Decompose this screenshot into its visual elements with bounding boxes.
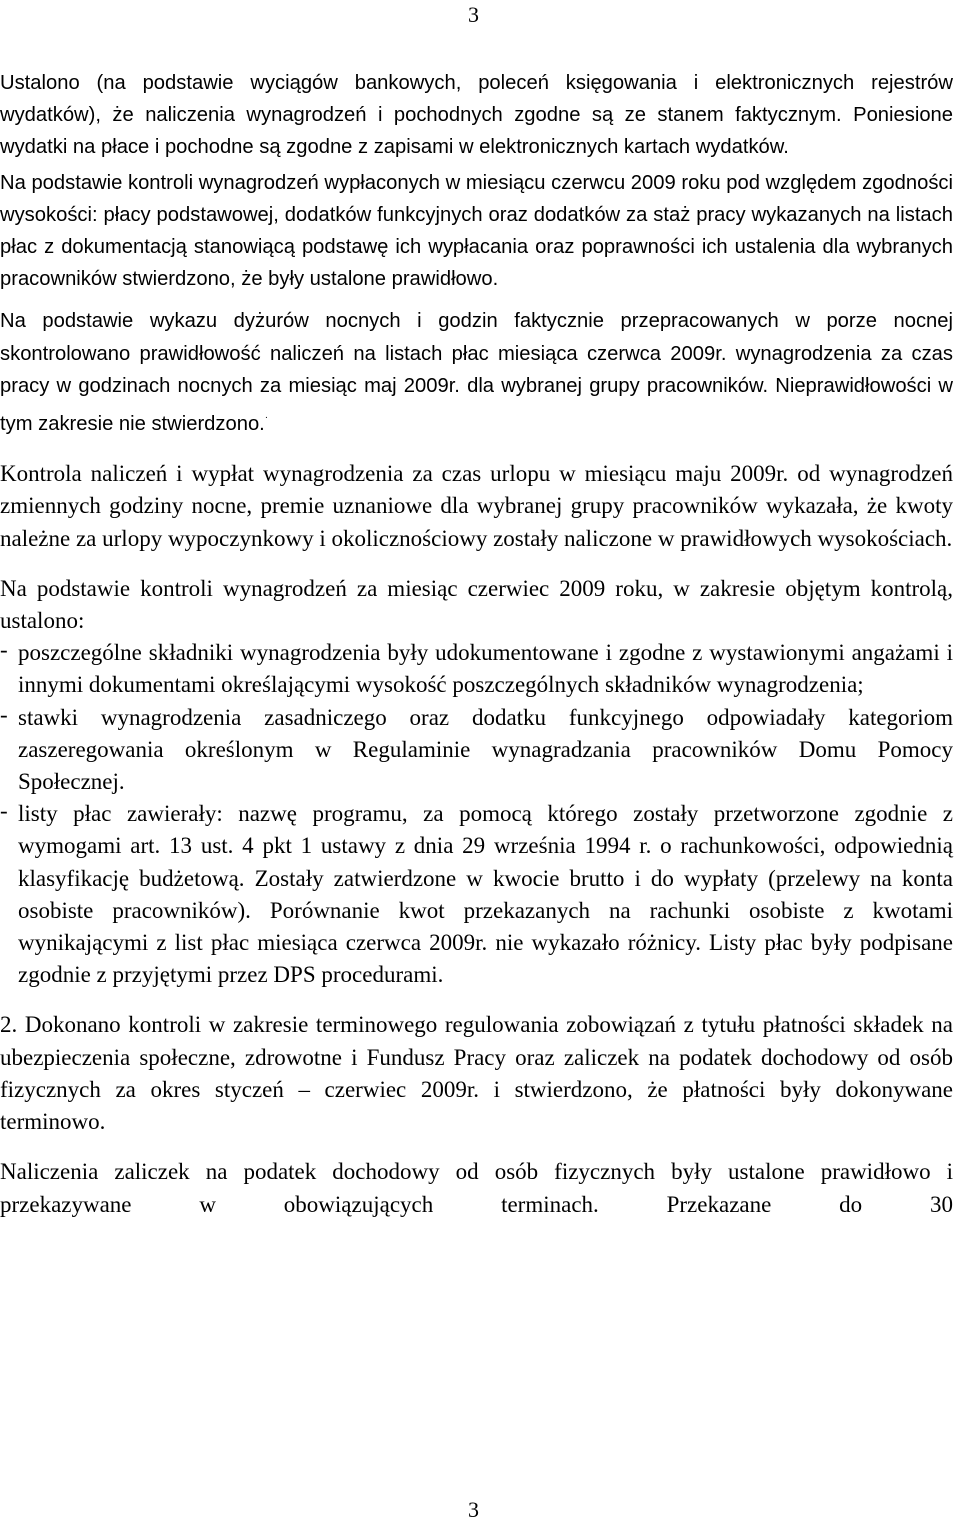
list-bullet: - xyxy=(0,637,8,663)
list-item-text: stawki wynagrodzenia zasadniczego oraz dodatku funkcyjnego odpowiadały kategoriom zaszeregowania określonym w Regulaminie wynagradzania pracowników Domu Pomocy Społecznej. xyxy=(18,704,953,795)
list-item-text: poszczególne składniki wynagrodzenia były udokumentowane i zgodne z wystawionymi angażami i innymi dokumentami określającymi wysokość poszczególnych składników wynagrodzenia; xyxy=(18,640,953,698)
document-body xyxy=(0,67,953,1221)
list-bullet: - xyxy=(0,798,8,824)
footnote-mark: · xyxy=(264,412,269,424)
paragraph-night-shifts xyxy=(0,305,953,440)
paragraph-bank-statements: Ustalono (na podstawie wyciągów bankowych, poleceń księgowania i elektronicznych rejestrów wydatków), że naliczenia wynagrodzeń i pochodnych zgodne są ze stanem faktycznym. Poniesione wydatki na płace i pochodne są zgodne z zapisami w elektronicznych kartach wydatków. xyxy=(0,72,953,159)
page-number-bottom: 3 xyxy=(468,1497,479,1522)
page-number-top: 3 xyxy=(468,2,479,27)
list-item xyxy=(0,702,953,799)
paragraph-tax-advances: Naliczenia zaliczek na podatek dochodowy od osób fizycznych były ustalone prawidłowo i przekazywane w obowiązujących terminach. Przekazane do 30 xyxy=(0,1159,953,1217)
paragraph-june-salaries: Na podstawie kontroli wynagrodzeń wypłaconych w miesiącu czerwcu 2009 roku pod względem zgodności wysokości: płacy podstawowej, dodatków funkcyjnych oraz dodatków za staż pracy wykazanych na listach płac z dokumentacją stanowiącą podstawę ich wypłacania oraz poprawności ich ustalenia dla wybranych pracowników stwierdzono, że były ustalone prawidłowo. xyxy=(0,171,953,291)
paragraph-night-shifts-text: Na podstawie wykazu dyżurów nocnych i godzin faktycznie przepracowanych w porze nocnej skontrolowano prawidłowość naliczeń na listach płac miesiąca czerwca 2009r. wynagrodzenia za czas pracy w godzinach nocnych za miesiąc maj 2009r. dla wybranej grupy pracowników. Nieprawidłowości w tym zakresie nie stwierdzono. xyxy=(0,310,953,436)
list-item xyxy=(0,798,953,991)
list-bullet: - xyxy=(0,701,8,727)
list-item xyxy=(0,637,953,701)
list-item-text: listy płac zawierały: nazwę programu, za pomocą którego zostały przetworzone zgodnie z wymogami art. 13 ust. 4 pkt 1 ustawy z dnia 29 września 1994 r. o rachunkowości, odpowiednią klasyfikację budżetową. Zostały zatwierdzone w kwocie brutto i do wypłaty (przelewy na konta osobiste pracowników). Porównanie kwot przekazanych na rachunki osobiste z kwotami wynikającymi z list płac miesiąca czerwca 2009r. nie wykazało różnicy. Listy płac były podpisane zgodnie z przyjętymi przez DPS procedurami. xyxy=(18,801,953,988)
paragraph-vacation-pay: Kontrola naliczeń i wypłat wynagrodzenia za czas urlopu w miesiącu maju 2009r. od wynagrodzeń zmiennych godziny nocne, premie uznaniowe dla wybranej grupy pracowników wykazała, że kwoty należne za urlopy wypoczynkowy i okolicznościowy zostały naliczone w prawidłowych wysokościach. xyxy=(0,461,953,551)
paragraph-contributions: 2. Dokonano kontroli w zakresie terminowego regulowania zobowiązań z tytułu płatności składek na ubezpieczenia społeczne, zdrowotne i Fundusz Pracy oraz zaliczek na podatek dochodowy od osób fizycznych za okres styczeń – czerwiec 2009r. i stwierdzono, że płatności były dokonywane terminowo. xyxy=(0,1012,953,1135)
paragraph-june-findings-intro: Na podstawie kontroli wynagrodzeń za miesiąc czerwiec 2009 roku, w zakresie objętym kontrolą, ustalono: xyxy=(0,575,953,634)
